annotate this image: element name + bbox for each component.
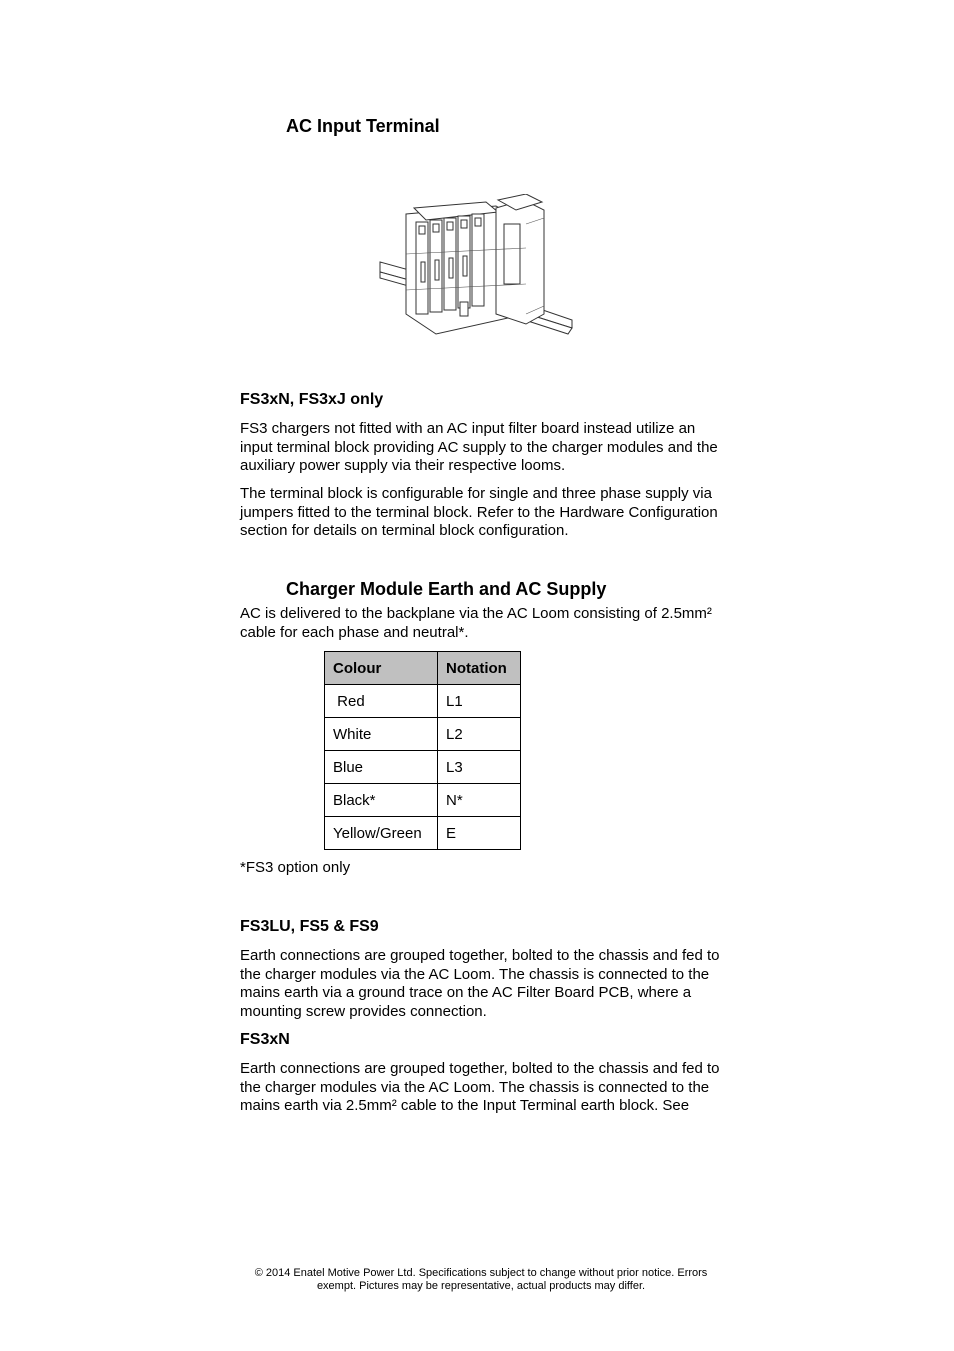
paragraph-ac-loom-intro: AC is delivered to the backplane via the AC Loom consisting of 2.5mm² cable for each phase and neutral*.: [240, 605, 712, 641]
terminal-block-illustration: [376, 194, 576, 340]
section-title-fs3xn: FS3xN: [240, 1031, 290, 1048]
table-cell-colour: Black*: [325, 784, 438, 817]
table-cell-colour: White: [325, 718, 438, 751]
table-footnote: *FS3 option only: [240, 859, 351, 876]
paragraph-terminal-block-config: The terminal block is configurable for single and three phase supply via jumpers fitted to the terminal block. Refer to the Hardware Configuration section for details on terminal block configuration.: [240, 485, 718, 539]
table-cell-notation: L2: [438, 718, 521, 751]
table-header-notation: Notation: [438, 652, 521, 685]
table-header-colour: Colour: [325, 652, 438, 685]
table-cell-notation: L1: [438, 685, 521, 718]
colour-notation-table: [324, 651, 521, 850]
table-cell-notation: E: [438, 817, 521, 850]
paragraph-terminal-block-intro: FS3 chargers not fitted with an AC input filter board instead utilize an input terminal block providing AC supply to the charger modules and the auxiliary power supply via their respective looms.: [240, 420, 718, 474]
table-cell-notation: L3: [438, 751, 521, 784]
section-title-fs3lu-fs5-fs9: FS3LU, FS5 & FS9: [240, 918, 379, 935]
table-cell-colour: Blue: [325, 751, 438, 784]
footer-line-2: exempt. Pictures may be representative, actual products may differ.: [316, 1280, 646, 1292]
paragraph-fs3lu-earth: Earth connections are grouped together, bolted to the chassis and fed to the charger modules via the AC Loom. The chassis is connected to the mains earth via a ground trace on the AC Filter Board PCB, where a mounting screw provides connection.: [240, 947, 720, 1020]
table-cell-notation: N*: [438, 784, 521, 817]
section-title-fs3xn-fs3xj: FS3xN, FS3xJ only: [240, 391, 384, 408]
table-row: [325, 685, 521, 718]
table-row: [325, 817, 521, 850]
section-title-charger-module-earth: Charger Module Earth and AC Supply: [286, 579, 607, 599]
table-cell-colour: Red: [325, 685, 438, 718]
page-footer: [221, 1267, 741, 1293]
table-row: [325, 784, 521, 817]
paragraph-fs3xn-earth: Earth connections are grouped together, bolted to the chassis and fed to the charger modules via the AC Loom. The chassis is connected to the mains earth via 2.5mm² cable to the Input Terminal earth block. See: [240, 1060, 720, 1114]
table-row: [325, 718, 521, 751]
table-header-row: [325, 652, 521, 685]
footer-line-1: © 2014 Enatel Motive Power Ltd. Specifications subject to change without prior notice. Errors: [254, 1267, 708, 1279]
table-row: [325, 751, 521, 784]
section-title-ac-input-terminal: AC Input Terminal: [286, 116, 440, 136]
table-cell-colour: Yellow/Green: [325, 817, 438, 850]
